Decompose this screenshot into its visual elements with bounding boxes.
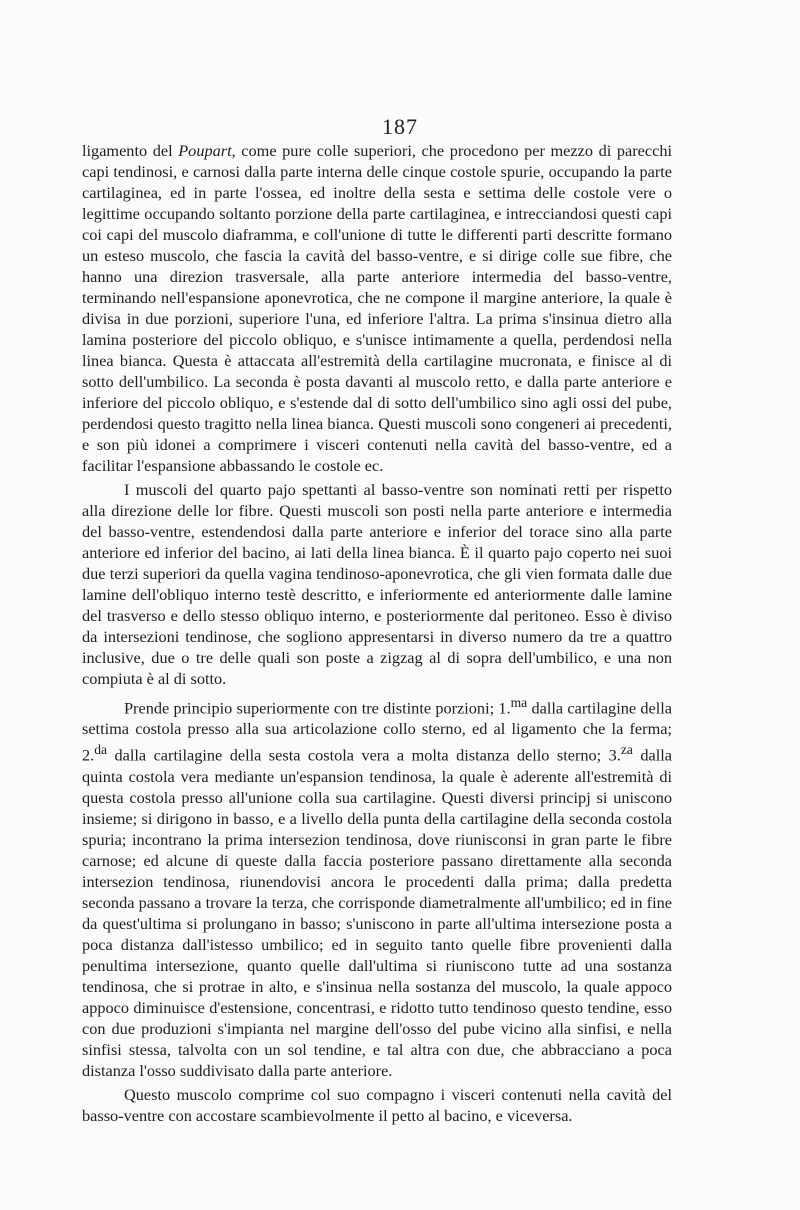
italic-name: Poupart <box>178 141 232 160</box>
text-run: Prende principio superiormente con tre distinte porzioni; 1. <box>124 698 511 718</box>
ordinal-suffix: da <box>94 742 108 758</box>
text-run: ligamento del <box>82 141 179 160</box>
text-run: dalla quinta costola vera mediante un'espansion tendinosa, la quale è aderente all'estremità di questa costola presso all'unione colla sua cartilagine. Questi diversi principj si uniscono insieme; si dirigono in basso, e a livello della punta della cartilagine della seconda costola spuria; incontrano la prima intersezion tendinosa, dove riunisconsi in gran parte le fibre carnose; ed alcune di queste dalla faccia posteriore passano direttamente alla seconda intersezion tendinosa, riunendovisi ancora le procedenti dalla prima; dalla predetta seconda passano a trovare la terza, che corrisponde diametralmente all'umbilico; ed in fine da quest'ultima si prolungano in basso; s'uniscono in parte all'ultima intersezione posta a poca distanza dall'istesso umbilico; ed in seguito tanto quelle fibre provenienti dalla penultima intersezione, quanto quelle dall'ultima si riuniscono tutte ad una sostanza tendinosa, che si protrae in alto, e s'insinua nella sostanza del muscolo, la quale appoco appoco diminuisce d'estensione, concentrasi, e ridotto tutto tendinoso questo tendine, esso con due produzioni s'impianta nel margine dell'osso del pube vicino alla sinfisi, e nella sinfisi stessa, talvolta con un sol tendine, e tal altra con due, che abbracciano a poca distanza l'osso suddivisato dalla parte anteriore. <box>82 745 672 1080</box>
paragraph-4 <box>82 1084 672 1126</box>
paragraph-3 <box>82 692 672 1081</box>
text-run: I muscoli del quarto pajo spettanti al basso-ventre son nominati retti per rispetto alla direzione delle lor fibre. Questi muscoli son posti nella parte anteriore e intermedia del basso-ventre, estendendosi dalla parte anteriore e inferior del torace sino alla parte anteriore ed inferior del bacino, ai lati della linea bianca. È il quarto pajo coperto nei suoi due terzi superiori da quella vagina tendinoso-aponevrotica, che gli vien formata dalle due lamine dell'obliquo interno testè descritto, e inferiormente ed anteriormente dalle lamine del trasverso e dello stesso obliquo interno, e posteriormente dal peritoneo. Esso è diviso da intersezioni tendinose, che sogliono appresentarsi in diverso numero da tre a quattro inclusive, due o tre delle quali son poste a zigzag al di sopra dell'umbilico, e una non compiuta è al di sotto. <box>82 480 672 688</box>
body-text <box>82 140 672 1126</box>
ordinal-suffix: ma <box>510 695 528 710</box>
ordinal-suffix: za <box>620 742 633 758</box>
text-run: , come pure colle superiori, che procedono per mezzo di parecchi capi tendinosi, e carnosi dalla parte interna delle cinque costole spurie, occupando la parte cartilaginea, ed in parte l'ossea, ed inoltre della sesta e settima delle costole vere o legittime occupando soltanto porzione della parte cartilaginea, e intrecciandosi questi capi coi capi del muscolo diaframma, e coll'unione di tutte le differenti parti descritte formano un esteso muscolo, che fascia la cavità del basso-ventre, e si dirige colle sue fibre, che hanno una direzion trasversale, alla parte anteriore intermedia del basso-ventre, terminando nell'espansione aponevrotica, che ne compone il margine anteriore, la quale è divisa in due porzioni, superiore l'una, ed inferiore l'altra. La prima s'insinua dietro alla lamina posteriore del piccolo obliquo, e s'unisce intimamente a quella, perdendosi nella linea bianca. Questa è attaccata all'estremità della cartilagine mucronata, e finisce al di sotto dell'umbilico. La seconda è posta davanti al muscolo retto, e dalla parte anteriore e inferiore del piccolo obliquo, e s'estende dal di sotto dell'umbilico sino agli ossi del pube, perdendosi questo tragitto nella linea bianca. Questi muscoli sono congeneri ai precedenti, e son più idonei a comprimere i visceri contenuti nella cavità del basso-ventre, ed a facilitar l'espansione abbassando le costole ec. <box>82 141 672 475</box>
text-run: Questo muscolo comprime col suo compagno i visceri contenuti nella cavità del basso-ventre con accostare scambievolmente il petto al bacino, e viceversa. <box>82 1084 672 1125</box>
paragraph-1 <box>82 140 672 476</box>
page-number: 187 <box>382 114 418 139</box>
paragraph-2 <box>82 479 672 689</box>
text-run: dalla cartilagine della sesta costola vera a molta distanza dello sterno; 3. <box>107 745 621 765</box>
text-run: dalla cartilagine della settima costola presso alla sua articolazione collo sterno, ed al ligamento che la ferma; 2. <box>82 698 672 765</box>
